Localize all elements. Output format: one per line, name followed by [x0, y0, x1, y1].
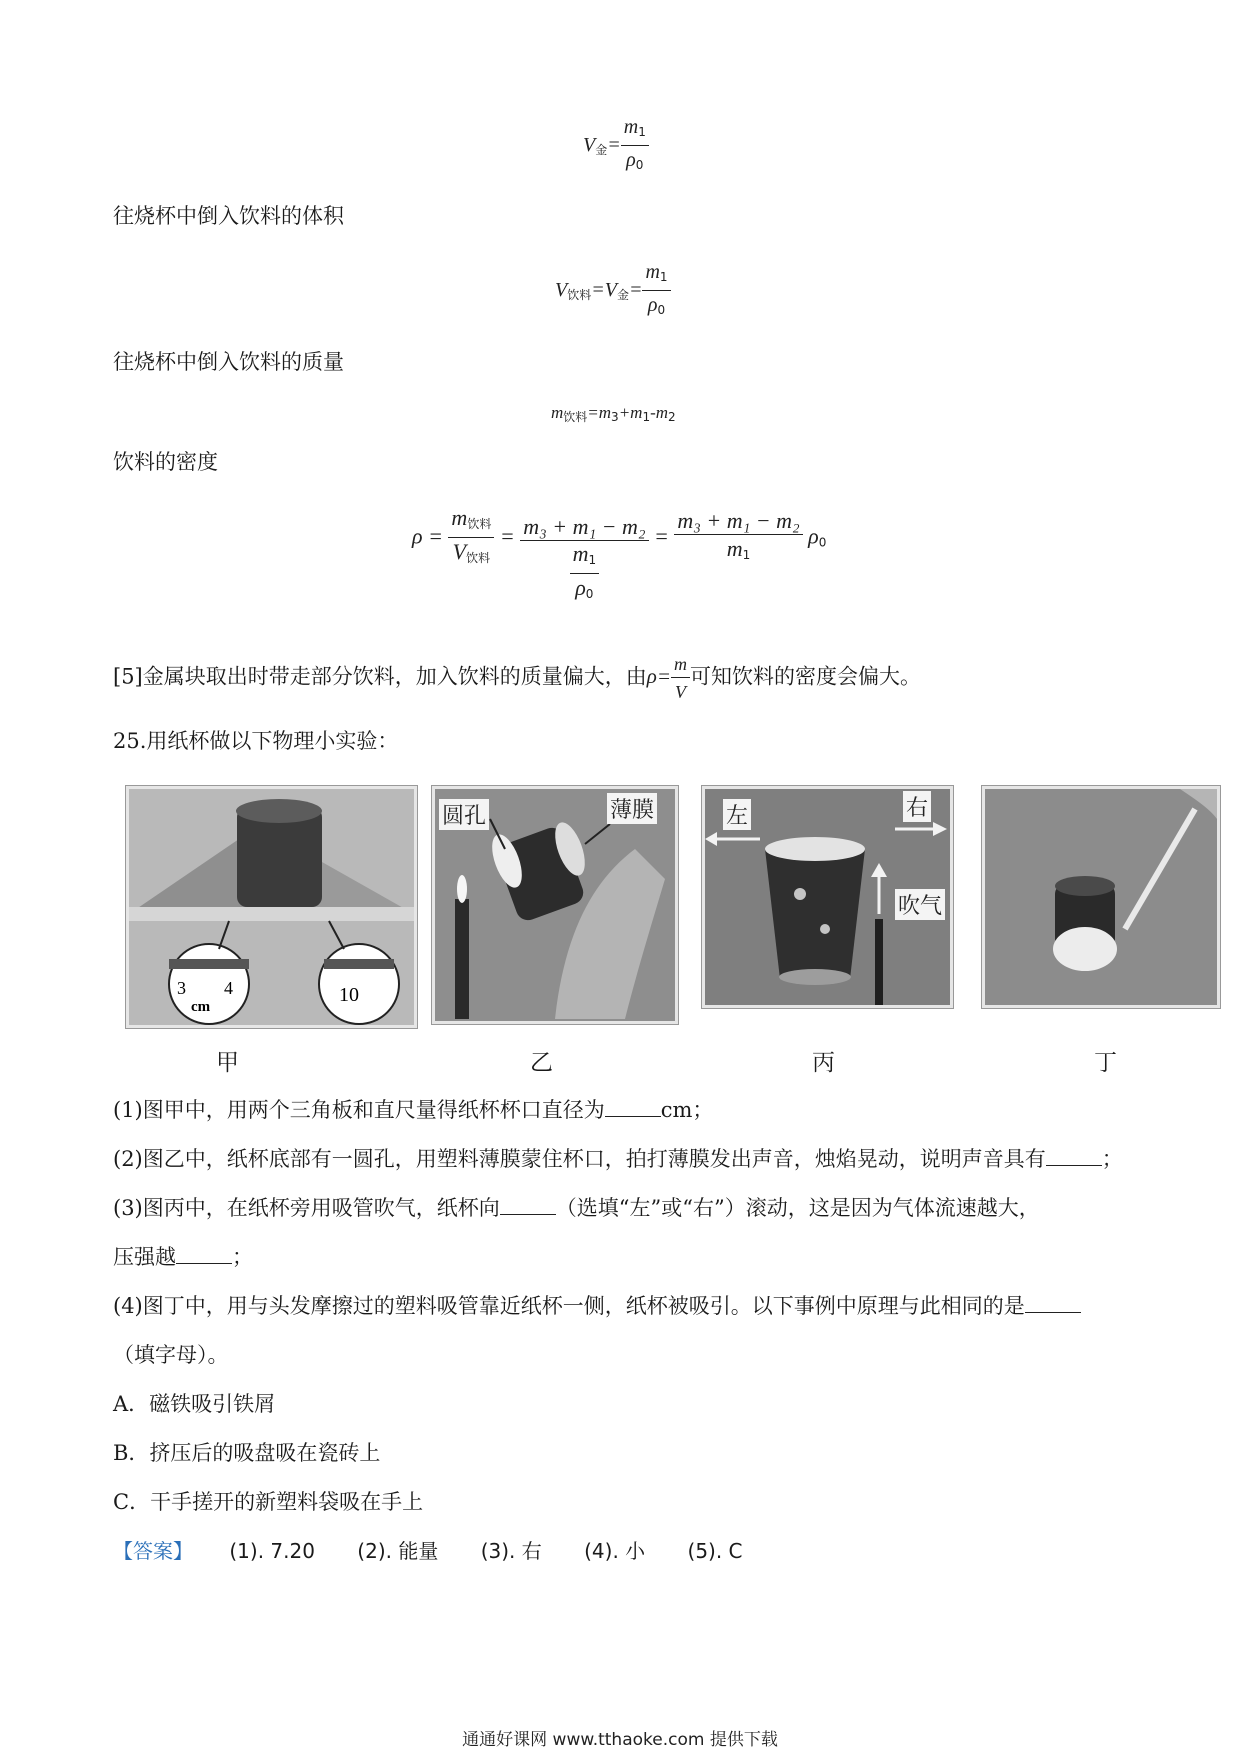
caption-jia: 甲 [216, 1050, 239, 1076]
formula-m-drink: $m_{饮料}=m_3+m_1-m_2$ [551, 403, 676, 424]
figure-jia-drawing [129, 789, 414, 1025]
answer-item-3: (3). 右 [480, 1539, 542, 1563]
question-1: (1)图甲中，用两个三角板和直尺量得纸杯杯口直径为 cm； [113, 1098, 714, 1122]
label-hole: 圆孔 [439, 799, 489, 830]
question-3-line2: 压强越 ； [113, 1245, 253, 1269]
jia-zoom-left-unit: cm [191, 999, 211, 1015]
formula-v-drink: $V_{饮料}=V_金=$ $\frac{m_1}{\rho_0}$ [555, 259, 671, 324]
blank-2 [1046, 1147, 1102, 1166]
jia-zoom-right-10: 10 [339, 984, 359, 1006]
option-c: C．干手搓开的新塑料袋吸在手上 [113, 1490, 424, 1514]
label-film: 薄膜 [607, 793, 657, 824]
figure-ding-drawing [985, 789, 1217, 1005]
question-25-title: 25.用纸杯做以下物理小实验： [113, 729, 399, 753]
blank-5 [1025, 1294, 1081, 1313]
figure-ding [982, 786, 1220, 1008]
caption-bing: 丙 [812, 1050, 835, 1076]
figure-bing [702, 786, 953, 1008]
text-note-5: [5]金属块取出时带走部分饮料，加入饮料的质量偏大，由ρ= $\frac{m}{V}$ 可知饮料的密度会偏大。 [113, 651, 921, 706]
answer-item-1: (1). 7.20 [229, 1539, 315, 1563]
text-drink-density: 饮料的密度 [113, 450, 218, 474]
blank-4 [176, 1245, 232, 1264]
text-pour-mass: 往烧杯中倒入饮料的质量 [113, 350, 344, 374]
label-right: 右 [903, 791, 931, 822]
formula-density: ρ = $\frac{m_{饮料}}{V_{饮料}}$ = $\frac{\text{m₃ + m₁ − m₂}}{\frac{m_1}{\rho_0}}$ = $\frac{\text{m₃ + m₁ − m₂}}{m_1}$ $\rho_0$ [412, 505, 827, 601]
caption-ding: 丁 [1094, 1050, 1117, 1076]
question-2: (2)图乙中，纸杯底部有一圆孔，用塑料薄膜蒙住杯口，拍打薄膜发出声音，烛焰晃动，说明声音具有 ； [113, 1147, 1123, 1171]
answer-label: 【答案】 [113, 1539, 193, 1563]
blank-3 [500, 1196, 556, 1215]
jia-zoom-left-4: 4 [224, 978, 233, 998]
option-b: B．挤压后的吸盘吸在瓷砖上 [113, 1441, 381, 1465]
question-3: (3)图丙中，在纸杯旁用吸管吹气，纸杯向 （选填“左”或“右”）滚动，这是因为气体流速越大， [113, 1196, 1040, 1220]
label-blow: 吹气 [895, 889, 945, 920]
answer-item-4: (4). 小 [584, 1539, 646, 1563]
formula-v-metal: $V_金=$ $\frac{m_1}{\rho_0}$ [583, 114, 649, 179]
label-left: 左 [723, 799, 751, 830]
jia-zoom-left-3: 3 [177, 978, 186, 998]
page-footer: 通通好课网 www.tthaoke.com 提供下载 [462, 1730, 778, 1750]
caption-yi: 乙 [530, 1050, 553, 1076]
answer-line [113, 1537, 743, 1565]
question-4-line2: （填字母）。 [113, 1343, 229, 1367]
blank-1 [605, 1098, 661, 1117]
answer-item-5: (5). C [687, 1539, 743, 1563]
option-a: A．磁铁吸引铁屑 [113, 1392, 276, 1416]
figure-yi [432, 786, 678, 1024]
question-4: (4)图丁中，用与头发摩擦过的塑料吸管靠近纸杯一侧，纸杯被吸引。以下事例中原理与此相同的是 [113, 1292, 1081, 1320]
figure-jia [126, 786, 417, 1028]
text-pour-volume: 往烧杯中倒入饮料的体积 [113, 204, 344, 228]
answer-item-2: (2). 能量 [357, 1539, 439, 1563]
